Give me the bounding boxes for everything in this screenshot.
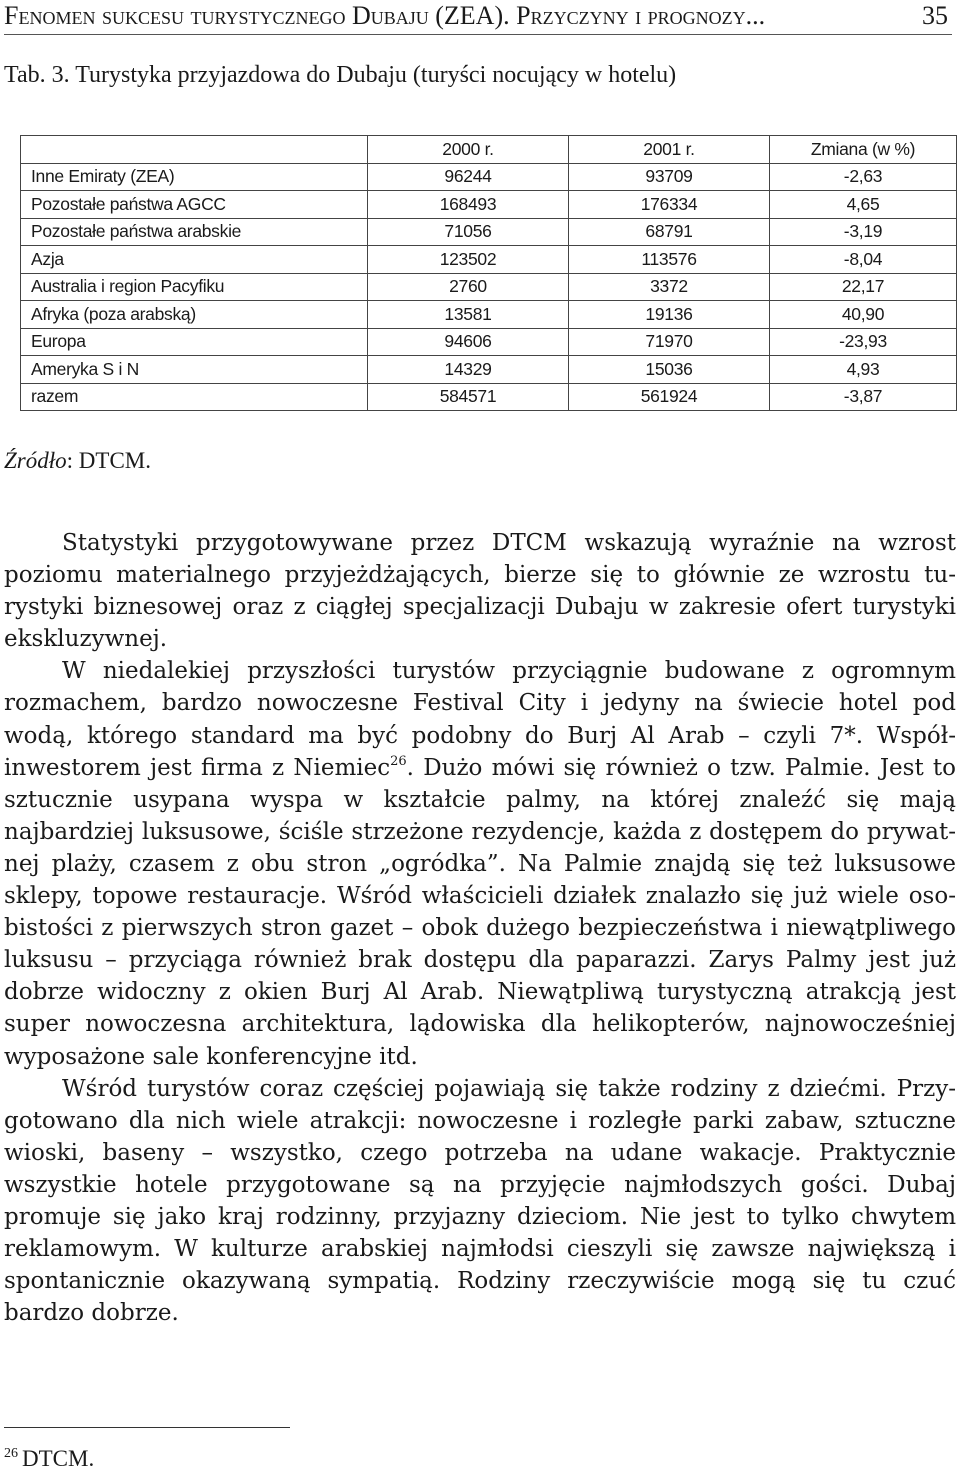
table-row: [21, 301, 957, 329]
cell-2000: 168493: [368, 191, 569, 219]
cell-region: Australia i region Pacyfiku: [21, 273, 368, 301]
column-header-2001: 2001 r.: [569, 136, 770, 164]
source-label: Źródło: [4, 448, 67, 473]
cell-2000: 584571: [368, 383, 569, 411]
cell-2001: 176334: [569, 191, 770, 219]
column-header-2000: 2000 r.: [368, 136, 569, 164]
table-row: [21, 273, 957, 301]
cell-2000: 2760: [368, 273, 569, 301]
body-text: [4, 527, 956, 1329]
cell-change: -2,63: [770, 163, 957, 191]
cell-2000: 14329: [368, 356, 569, 384]
table-row: [21, 356, 957, 384]
table-row: [21, 218, 957, 246]
cell-change: -23,93: [770, 328, 957, 356]
cell-region: razem: [21, 383, 368, 411]
cell-region: Pozostałe państwa AGCC: [21, 191, 368, 219]
table-header-row: [21, 136, 957, 164]
tourism-table: [20, 135, 957, 411]
cell-2000: 94606: [368, 328, 569, 356]
cell-2001: 561924: [569, 383, 770, 411]
cell-2000: 71056: [368, 218, 569, 246]
footnote: [4, 1446, 94, 1472]
table-row: [21, 191, 957, 219]
paragraph-2: [4, 655, 956, 1072]
table-source: [4, 448, 151, 474]
paragraph-1: Statystyki przygotowywane przez DTCM wskazują wyraźnie na wzrost poziomu materialnego przyjeżdżających, bierze się to głównie ze wzrostu turystyki biznesowej oraz z ciągłej specjalizacji Dubaju w zakresie ofert turystyki ekskluzywnej.: [4, 530, 956, 653]
cell-change: -3,87: [770, 383, 957, 411]
cell-2001: 3372: [569, 273, 770, 301]
paragraph-2-part-a: W niedalekiej przyszłości turystów przyciągnie budowane z ogromnym rozmachem, bardzo nowoczesne Festival City i jedyny na świecie hotel pod wodą, którego standard ma być podobny do Burj Al Arab – czyli 7*. Współinwestorem jest firma z Niemiec: [4, 658, 956, 781]
cell-2001: 93709: [569, 163, 770, 191]
cell-2001: 71970: [569, 328, 770, 356]
paragraph-3: Wśród turystów coraz częściej pojawiają się także rodziny z dziećmi. Przygotowano dla nich wiele atrakcji: nowoczesne i rozległe parki zabaw, sztuczne wioski, baseny – wszystko, czego potrzeba na udane wakacje. Praktycznie wszystkie hotele przygotowane są na przyjęcie najmłodszych gości. Dubaj promuje się jako kraj rodzinny, przyjazny dzieciom. Nie jest to tylko chwytem reklamowym. W kulturze arabskiej najmłodsi cieszyli się zawsze największą i spontanicznie okazywaną sympatią. Rodziny rzeczywiście mogą się tu czuć bardzo dobrze.: [4, 1075, 956, 1327]
running-header: [4, 0, 952, 35]
cell-region: Pozostałe państwa arabskie: [21, 218, 368, 246]
column-header-change: Zmiana (w %): [770, 136, 957, 164]
cell-change: 22,17: [770, 273, 957, 301]
footnote-reference: 26: [390, 753, 407, 769]
table-row: [21, 383, 957, 411]
footnote-number: 26: [4, 1446, 18, 1461]
cell-region: Ameryka S i N: [21, 356, 368, 384]
cell-2000: 13581: [368, 301, 569, 329]
footnote-text: DTCM.: [22, 1446, 95, 1471]
cell-change: -8,04: [770, 246, 957, 274]
cell-change: 4,65: [770, 191, 957, 219]
cell-2000: 96244: [368, 163, 569, 191]
footnote-divider: [4, 1427, 290, 1428]
running-title: Fenomen sukcesu turystycznego Dubaju (ZEA). Przyczyny i prognozy...: [4, 1, 766, 30]
cell-change: -3,19: [770, 218, 957, 246]
cell-2001: 68791: [569, 218, 770, 246]
page-number: 35: [922, 1, 948, 30]
paragraph-2-part-b: . Dużo mówi się również o tzw. Palmie. Jest to sztucznie usypana wyspa w kształcie palmy, na której znaleźć się mają najbardziej luksusowe, ściśle strzeżone rezydencje, każda z dostępem do prywatnej plaży, czasem z obu stron „ogródka”. Na Palmie znajdą się też luksusowe sklepy, topowe restauracje. Wśród właścicieli działek znalazło się już wiele osobistości z pierwszych stron gazet – obok dużego bezpieczeństwa i niewątpliwego luksusu – przyciąga również brak dostępu dla paparazzi. Zarys Palmy jest już dobrze widoczny z okien Burj Al Arab. Niewątpliwą turystyczną atrakcją jest super nowoczesna architektura, lądowiska dla helikopterów, najnowocześniej wyposażone sale konferencyjne itd.: [4, 754, 956, 1070]
table-caption: Tab. 3. Turystyka przyjazdowa do Dubaju (turyści nocujący w hotelu): [4, 62, 677, 88]
cell-region: Afryka (poza arabską): [21, 301, 368, 329]
cell-region: Inne Emiraty (ZEA): [21, 163, 368, 191]
cell-change: 40,90: [770, 301, 957, 329]
cell-change: 4,93: [770, 356, 957, 384]
table-row: [21, 163, 957, 191]
cell-2001: 15036: [569, 356, 770, 384]
cell-region: Azja: [21, 246, 368, 274]
column-header-region: [21, 136, 368, 164]
cell-region: Europa: [21, 328, 368, 356]
table-row: [21, 246, 957, 274]
source-value: : DTCM.: [66, 448, 151, 473]
table-row: [21, 328, 957, 356]
cell-2000: 123502: [368, 246, 569, 274]
cell-2001: 113576: [569, 246, 770, 274]
table-body: [21, 163, 957, 411]
cell-2001: 19136: [569, 301, 770, 329]
